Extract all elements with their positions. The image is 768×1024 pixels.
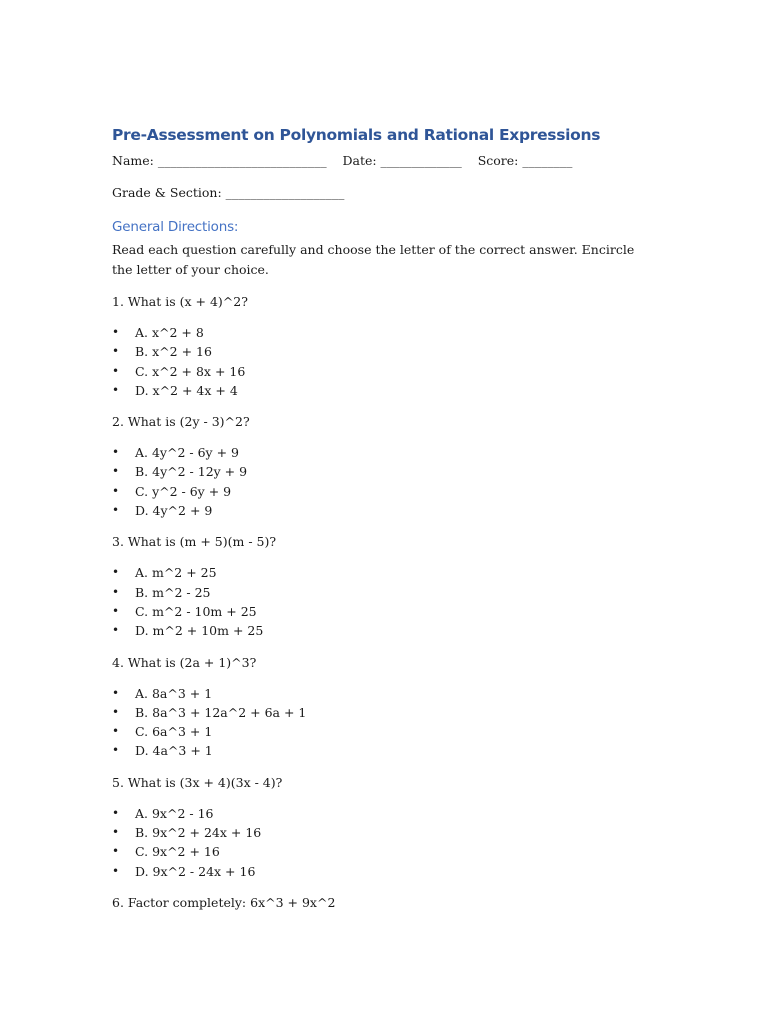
bullet-icon: •: [112, 685, 120, 700]
answer-option: [112, 703, 657, 722]
bullet-icon: •: [112, 483, 120, 498]
bullet-icon: •: [112, 464, 120, 479]
answer-option: [112, 342, 657, 361]
answer-option-label: D. 9x^2 - 24x + 16: [135, 863, 256, 879]
bullet-icon: •: [112, 344, 120, 359]
answer-option-label: C. y^2 - 6y + 9: [135, 483, 232, 499]
bullet-icon: •: [112, 325, 120, 339]
answer-option: [112, 563, 657, 582]
answer-option-label: B. 4y^2 - 12y + 9: [135, 464, 248, 480]
answer-options-list: [112, 563, 657, 640]
answer-option-label: C. 6a^3 + 1: [135, 724, 213, 740]
answer-option: [112, 323, 657, 342]
answer-options-list: [112, 804, 657, 881]
answer-option: [112, 362, 657, 381]
answer-options-list: [112, 684, 657, 761]
answer-option-label: A. 4y^2 - 6y + 9: [135, 445, 239, 461]
bullet-icon: •: [112, 503, 120, 518]
answer-option: [112, 381, 657, 400]
answer-option: [112, 722, 657, 741]
answer-option-label: A. 9x^2 - 16: [135, 805, 214, 821]
answer-option-label: B. x^2 + 16: [135, 344, 212, 360]
bullet-icon: •: [112, 445, 120, 460]
answer-option: [112, 862, 657, 881]
answer-options-list: [112, 443, 657, 520]
bullet-icon: •: [112, 704, 120, 719]
name-date-score-line: Name: ___________________________ Date: _____________ Score: ________: [112, 153, 573, 168]
answer-option-label: D. 4y^2 + 9: [135, 503, 213, 519]
answer-option-label: B. 8a^3 + 12a^2 + 6a + 1: [135, 704, 307, 720]
bullet-icon: •: [112, 363, 120, 378]
answer-option: [112, 823, 657, 842]
bullet-icon: •: [112, 603, 120, 618]
bullet-icon: •: [112, 382, 120, 397]
bullet-icon: •: [112, 623, 120, 638]
answer-option: [112, 443, 657, 462]
answer-option: [112, 501, 657, 520]
grade-section-line: Grade & Section: ___________________: [112, 185, 345, 200]
question-text: 2. What is (2y - 3)^2?: [112, 414, 250, 430]
answer-option-label: D. 4a^3 + 1: [135, 743, 213, 759]
answer-option: [112, 583, 657, 602]
answer-option-label: C. 9x^2 + 16: [135, 844, 220, 860]
answer-option-label: B. m^2 - 25: [135, 584, 211, 600]
answer-option: [112, 482, 657, 501]
answer-option: [112, 842, 657, 861]
bullet-icon: •: [112, 724, 120, 739]
bullet-icon: •: [112, 743, 120, 758]
document-title: Pre-Assessment on Polynomials and Rational Expressions: [112, 126, 601, 144]
question-list: [112, 292, 657, 913]
directions-heading: General Directions:: [112, 219, 239, 235]
bullet-icon: •: [112, 565, 120, 580]
answer-option-label: C. m^2 - 10m + 25: [135, 603, 257, 619]
question-text: 4. What is (2a + 1)^3?: [112, 654, 257, 670]
answer-option-label: D. m^2 + 10m + 25: [135, 623, 264, 639]
bullet-icon: •: [112, 844, 120, 859]
answer-option-label: D. x^2 + 4x + 4: [135, 382, 238, 398]
answer-option: [112, 684, 657, 703]
answer-options-list: [112, 323, 657, 400]
question-text: 5. What is (3x + 4)(3x - 4)?: [112, 774, 283, 790]
answer-option: [112, 804, 657, 823]
answer-option: [112, 602, 657, 621]
question-text: 3. What is (m + 5)(m - 5)?: [112, 534, 277, 550]
document-page: [112, 124, 657, 913]
question-text: 1. What is (x + 4)^2?: [112, 294, 248, 309]
answer-option-label: B. 9x^2 + 24x + 16: [135, 825, 262, 841]
directions-text: Read each question carefully and choose the letter of the correct answer. Encircle the letter of your choice.: [112, 242, 635, 277]
bullet-icon: •: [112, 863, 120, 878]
bullet-icon: •: [112, 584, 120, 599]
answer-option-label: A. 8a^3 + 1: [135, 685, 213, 701]
answer-option-label: A. m^2 + 25: [135, 565, 217, 581]
bullet-icon: •: [112, 805, 120, 820]
bullet-icon: •: [112, 825, 120, 840]
answer-option-label: A. x^2 + 8: [135, 325, 204, 340]
answer-option: [112, 741, 657, 760]
answer-option-label: C. x^2 + 8x + 16: [135, 363, 246, 379]
answer-option: [112, 462, 657, 481]
answer-option: [112, 621, 657, 640]
question-text: 6. Factor completely: 6x^3 + 9x^2: [112, 894, 336, 910]
